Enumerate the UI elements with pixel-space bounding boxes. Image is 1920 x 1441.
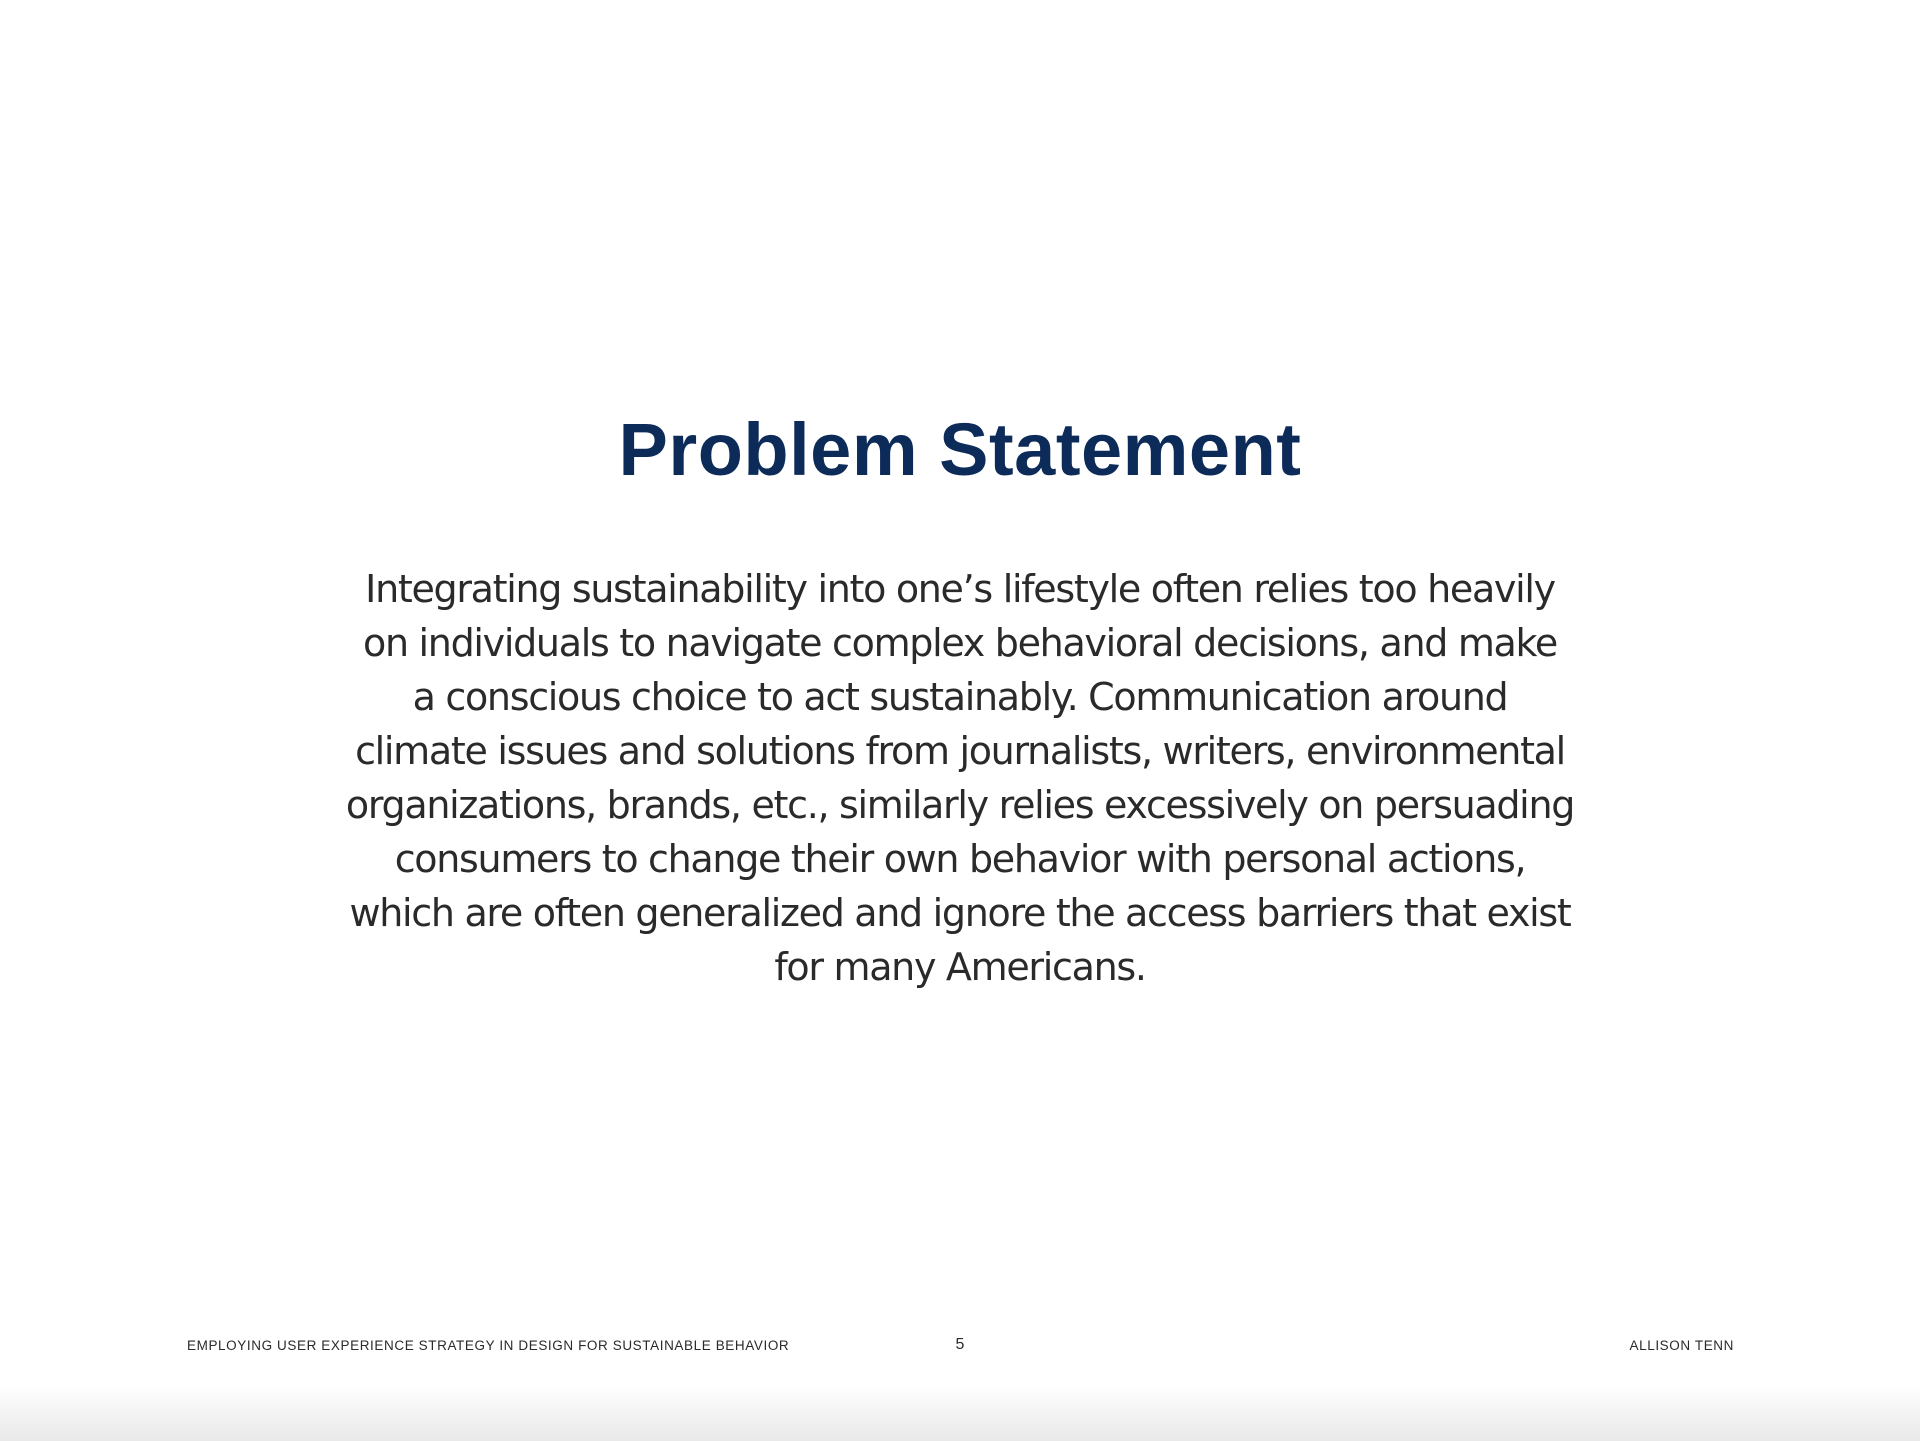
paragraph-line: Integrating sustainability into one’s lifestyle often relies too heavily — [365, 567, 1555, 611]
paragraph-line: consumers to change their own behavior with personal actions, — [394, 837, 1526, 881]
paragraph-line: on individuals to navigate complex behavioral decisions, and make — [363, 621, 1557, 665]
paragraph-line: a conscious choice to act sustainably. Communication around — [412, 675, 1508, 719]
paragraph-line: for many Americans. — [774, 945, 1146, 989]
paragraph-line: which are often generalized and ignore the access barriers that exist — [349, 891, 1571, 935]
paragraph-line: organizations, brands, etc., similarly relies excessively on persuading — [345, 783, 1575, 827]
page-title: Problem Statement — [618, 408, 1302, 491]
footer-author: ALLISON TENN — [1629, 1338, 1734, 1353]
footer-document-title: EMPLOYING USER EXPERIENCE STRATEGY IN DESIGN FOR SUSTAINABLE BEHAVIOR — [187, 1338, 790, 1353]
paragraph-line: climate issues and solutions from journalists, writers, environmental — [355, 729, 1565, 773]
footer-page-number: 5 — [955, 1336, 965, 1353]
problem-statement-paragraph — [340, 562, 1580, 994]
page-bottom-edge — [0, 1385, 1920, 1441]
